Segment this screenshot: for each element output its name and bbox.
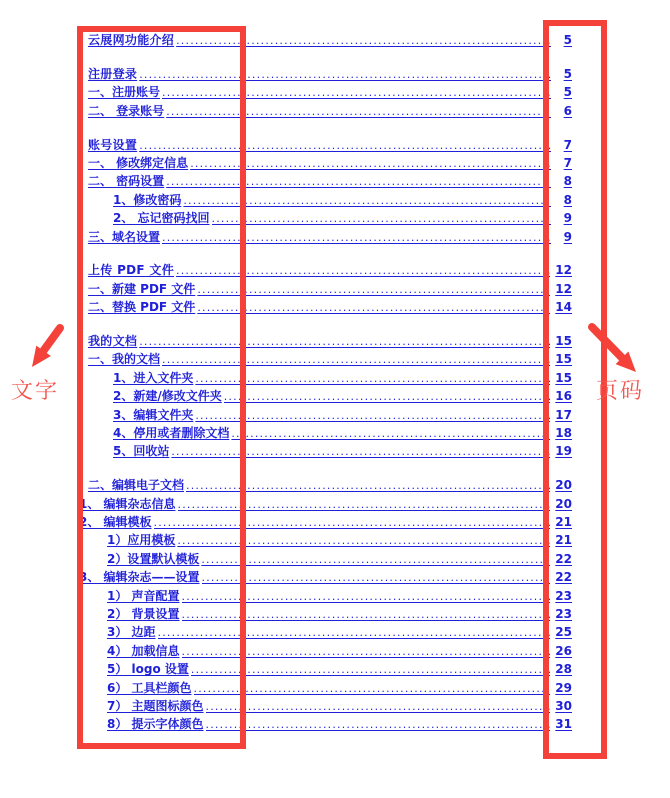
dot-leader [194,680,551,698]
toc-entry-label[interactable]: 1、修改密码 [113,192,182,207]
toc-entry[interactable] [79,697,572,715]
toc-entry[interactable] [79,172,572,190]
toc-entry-page[interactable]: 17 [555,407,572,422]
toc-entry[interactable] [79,102,572,120]
toc-entry-label[interactable]: 2）设置默认模板 [107,551,200,566]
toc-entry-label[interactable]: 上传 PDF 文件 [88,263,175,278]
dot-leader [154,514,551,532]
toc-entry-page[interactable]: 19 [555,444,572,459]
toc-entry-page[interactable]: 15 [555,370,572,385]
down-left-arrow-icon [12,320,72,380]
toc-entry[interactable] [79,369,572,387]
toc-entry-label[interactable]: 6） 工具栏颜色 [107,680,192,695]
toc-entry[interactable] [79,228,572,246]
dot-leader [176,262,550,280]
dot-leader [197,299,550,317]
toc-entry-page[interactable]: 5 [563,33,572,47]
toc-entry-label[interactable]: 二、编辑电子文档 [88,478,185,493]
toc-entry-label[interactable]: 1） 声音配置 [107,588,180,603]
toc-entry[interactable] [79,531,572,549]
dot-leader [201,551,550,569]
toc-entry[interactable] [79,550,572,568]
toc-entry[interactable] [79,261,572,279]
toc-entry-label[interactable]: 4、停用或者删除文档 [113,426,230,441]
toc-entry-label[interactable]: 一、 修改绑定信息 [88,155,189,170]
toc-entry-page[interactable]: 29 [555,680,572,695]
dot-leader [212,210,551,228]
toc-entry-label[interactable]: 7） 主题图标颜色 [107,699,204,713]
toc-entry-page[interactable]: 9 [563,211,572,226]
dot-leader [224,388,551,406]
toc-entry-page[interactable]: 21 [555,515,572,530]
toc-entry[interactable] [79,660,572,678]
toc-entry-page[interactable]: 5 [563,85,572,100]
dot-leader [177,532,550,550]
toc-entry-label[interactable]: 我的文档 [88,334,138,349]
toc-entry[interactable] [79,31,572,49]
text-annotation-label: 文字 [11,379,60,404]
toc-entry-label[interactable]: 二、 登录账号 [88,103,165,118]
toc-entry-label[interactable]: 1、 编辑杂志信息 [79,496,176,511]
toc-entry-label[interactable]: 一、注册账号 [88,85,161,100]
toc-entry-page[interactable]: 7 [563,155,572,170]
toc-entry-page[interactable]: 8 [563,192,572,207]
toc-entry[interactable] [79,623,572,641]
toc-entry-page[interactable]: 7 [563,137,572,152]
dot-leader [166,103,551,121]
toc-entry[interactable] [79,587,572,605]
toc-entry-page[interactable]: 30 [555,699,572,713]
toc-entry[interactable] [79,424,572,442]
toc-entry-label[interactable]: 三、域名设置 [88,229,161,244]
dot-leader [171,443,550,461]
toc-entry-page[interactable]: 5 [563,66,572,81]
dot-leader [186,477,550,495]
toc-entry[interactable] [79,442,572,460]
toc-entry[interactable] [79,280,572,298]
dot-leader [206,698,551,716]
toc-entry-label[interactable]: 2、新建/修改文件夹 [113,389,222,404]
toc-entry-page[interactable]: 16 [555,389,572,404]
dot-leader [195,407,550,425]
toc-entry-label[interactable]: 云展网功能介绍 [88,33,175,47]
dot-leader [162,351,550,369]
toc-entry-page[interactable]: 12 [555,281,572,296]
toc-entry-page[interactable]: 20 [555,478,572,493]
toc-entry[interactable] [79,513,572,531]
toc-entry[interactable] [79,191,572,209]
toc-entry-label[interactable]: 1）应用模板 [107,533,176,548]
toc-entry[interactable] [79,642,572,660]
toc-entry-page[interactable]: 18 [555,426,572,441]
dot-leader [139,137,551,155]
toc-entry-label[interactable]: 1、进入文件夹 [113,370,194,385]
toc-entry-label[interactable]: 3、 编辑杂志——设置 [79,570,200,585]
toc-entry[interactable] [79,605,572,623]
toc-entry[interactable] [79,154,572,172]
down-right-arrow-icon [584,320,644,380]
toc-entry-label[interactable]: 一、我的文档 [88,352,161,367]
toc-entry-label[interactable]: 5） logo 设置 [107,662,189,677]
dot-leader [139,66,551,84]
toc-entry-page[interactable]: 9 [563,229,572,244]
toc-entry-label[interactable]: 3） 边距 [107,625,156,640]
dot-leader [182,588,551,606]
dot-leader [202,569,551,587]
dot-leader [162,84,551,102]
toc-entry-page[interactable]: 22 [555,551,572,566]
toc-entry-page[interactable]: 6 [563,103,572,118]
toc-entry[interactable] [79,65,572,83]
toc-entry-page[interactable]: 20 [555,496,572,511]
toc-entry-label[interactable]: 2） 背景设置 [107,607,180,622]
toc-entry-label[interactable]: 2、 忘记密码找回 [113,211,210,226]
toc-entry-page[interactable]: 23 [555,588,572,603]
toc-entry[interactable] [79,83,572,101]
dot-leader [231,425,550,443]
dot-leader [195,370,550,388]
dot-leader [158,624,551,642]
toc-entry-page[interactable]: 23 [555,607,572,622]
dot-leader [162,229,551,247]
toc-entry-label[interactable]: 一、新建 PDF 文件 [88,281,196,296]
toc-entry-label[interactable]: 账号设置 [88,137,138,152]
toc-entry[interactable] [79,209,572,227]
toc-entry-page[interactable]: 31 [555,717,572,732]
dot-leader [139,333,550,351]
toc-entry[interactable] [79,332,572,350]
toc-entry[interactable] [79,568,572,586]
toc-entry-label[interactable]: 2、 编辑模板 [79,515,152,530]
toc-entry-page[interactable]: 15 [555,352,572,367]
toc-entry-page[interactable]: 22 [555,570,572,585]
toc-entry-label[interactable]: 8） 提示字体颜色 [107,717,204,732]
toc-entry-page[interactable]: 25 [555,625,572,640]
page-number-annotation-label: 页码 [596,379,645,404]
toc-entry-page[interactable]: 12 [555,263,572,278]
toc-entry-page[interactable]: 28 [555,662,572,677]
toc-entry-label[interactable]: 注册登录 [88,66,138,81]
toc-list [79,31,572,734]
toc-entry-label[interactable]: 5、回收站 [113,444,170,459]
toc-entry-page[interactable]: 8 [563,174,572,189]
toc-entry[interactable] [79,350,572,368]
dot-leader [191,661,550,679]
toc-entry[interactable] [79,715,572,733]
dot-leader [166,173,551,191]
dot-leader [183,192,551,210]
toc-entry[interactable] [79,495,572,513]
dot-leader [182,606,551,624]
toc-entry[interactable] [79,136,572,154]
toc-entry-label[interactable]: 二、替换 PDF 文件 [88,300,196,315]
toc-entry-page[interactable]: 14 [555,300,572,315]
toc-entry[interactable] [79,476,572,494]
dot-leader [197,281,550,299]
toc-entry-label[interactable]: 4） 加载信息 [107,643,180,658]
dot-leader [190,155,551,173]
toc-entry[interactable] [79,406,572,424]
dot-leader [182,643,551,661]
toc-entry[interactable] [79,679,572,697]
toc-entry-page[interactable]: 21 [555,533,572,548]
toc-entry[interactable] [79,298,572,316]
toc-entry[interactable] [79,387,572,405]
toc-entry-label[interactable]: 二、 密码设置 [88,174,165,189]
dot-leader [176,32,551,50]
dot-leader [178,496,551,514]
toc-entry-page[interactable]: 26 [555,643,572,658]
toc-entry-page[interactable]: 15 [555,334,572,349]
toc-entry-label[interactable]: 3、编辑文件夹 [113,407,194,422]
dot-leader [206,716,551,734]
